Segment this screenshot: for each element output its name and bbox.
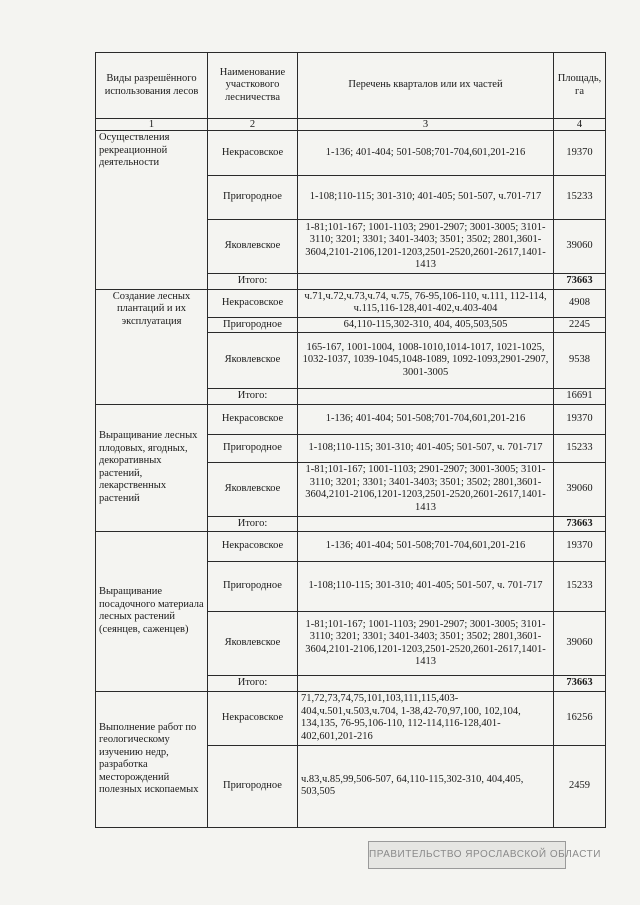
area-cell: 39060: [554, 612, 606, 676]
column-number: 2: [208, 119, 298, 131]
quarters-cell: 1-81;101-167; 1001-1103; 2901-2907; 3001-3005; 3101-3110; 3201; 3301; 3401-3403; 3501; 3502; 2801,3601-3604,2101-2106,1201-1203,2501-2520,2601-2617,1401-1413: [298, 220, 554, 274]
quarters-cell: 71,72,73,74,75,101,103,111,115,403-404,ч.501,ч.503,ч.704, 1-38,42-70,97,100, 102,104, 134,135, 76-95,106-110, 112-114,116-128,401-402,601,201-216: [298, 691, 554, 745]
quarters-cell: 1-136; 401-404; 501-508;701-704,601,201-216: [298, 532, 554, 562]
quarters-cell: 64,110-115,302-310, 404, 405,503,505: [298, 317, 554, 333]
area-cell: 39060: [554, 462, 606, 516]
official-stamp: ПРАВИТЕЛЬСТВО ЯРОСЛАВСКОЙ ОБЛАСТИ: [368, 841, 566, 869]
quarters-cell: ч.71,ч.72,ч.73,ч.74, ч.75, 76-95,106-110, ч.111, 112-114, ч.115,116-128,401-402,ч.403-404: [298, 289, 554, 317]
use-kind-cell: Выполнение работ по геологическому изучению недр, разработка месторождений полезных ископаемых: [96, 691, 208, 827]
column-number: 1: [96, 119, 208, 131]
total-area-cell: 16691: [554, 389, 606, 405]
forestry-cell: Пригородное: [208, 317, 298, 333]
forestry-cell: Пригородное: [208, 176, 298, 220]
area-cell: 39060: [554, 220, 606, 274]
total-label: Итого:: [208, 676, 298, 692]
area-cell: 9538: [554, 333, 606, 389]
header-area: Площадь, га: [554, 53, 606, 119]
total-label: Итого:: [208, 389, 298, 405]
quarters-cell: 1-108;110-115; 301-310; 401-405; 501-507, ч. 701-717: [298, 434, 554, 462]
header-forestry: Наименование участкового лесничества: [208, 53, 298, 119]
forestry-cell: Яковлевское: [208, 333, 298, 389]
use-kind-cell: Осуществления рекреационной деятельности: [96, 131, 208, 290]
area-cell: 16256: [554, 691, 606, 745]
total-label: Итого:: [208, 274, 298, 290]
forestry-cell: Некрасовское: [208, 131, 298, 176]
forestry-cell: Некрасовское: [208, 404, 298, 434]
total-area-cell: 73663: [554, 676, 606, 692]
forestry-cell: Некрасовское: [208, 289, 298, 317]
area-cell: 19370: [554, 131, 606, 176]
column-number: 3: [298, 119, 554, 131]
quarters-cell: 1-108;110-115; 301-310; 401-405; 501-507, ч. 701-717: [298, 562, 554, 612]
area-cell: 4908: [554, 289, 606, 317]
area-cell: 15233: [554, 562, 606, 612]
header-use-kind: Виды разрешённого использования лесов: [96, 53, 208, 119]
forestry-cell: Пригородное: [208, 562, 298, 612]
empty-cell: [298, 516, 554, 532]
empty-cell: [298, 676, 554, 692]
table-row: [96, 532, 606, 562]
quarters-cell: 1-136; 401-404; 501-508;701-704,601,201-216: [298, 404, 554, 434]
forestry-cell: Некрасовское: [208, 532, 298, 562]
use-kind-cell: Создание лесных плантаций и их эксплуатация: [96, 289, 208, 404]
use-kind-cell: Выращивание посадочного материала лесных растений (сеянцев, саженцев): [96, 532, 208, 692]
table-row: [96, 131, 606, 176]
total-area-cell: 73663: [554, 274, 606, 290]
column-number: 4: [554, 119, 606, 131]
table-row: [96, 404, 606, 434]
quarters-cell: ч.83,ч.85,99,506-507, 64,110-115,302-310, 404,405, 503,505: [298, 745, 554, 827]
header-quarters: Перечень кварталов или их частей: [298, 53, 554, 119]
header-row: [96, 53, 606, 119]
area-cell: 2459: [554, 745, 606, 827]
area-cell: 15233: [554, 176, 606, 220]
total-area-cell: 73663: [554, 516, 606, 532]
forestry-cell: Яковлевское: [208, 612, 298, 676]
column-number-row: [96, 119, 606, 131]
quarters-cell: 165-167, 1001-1004, 1008-1010,1014-1017, 1021-1025, 1032-1037, 1039-1045,1048-1089, 1092-1093,2901-2907, 3001-3005: [298, 333, 554, 389]
table-row: [96, 289, 606, 317]
forestry-cell: Пригородное: [208, 745, 298, 827]
quarters-cell: 1-81;101-167; 1001-1103; 2901-2907; 3001-3005; 3101-3110; 3201; 3301; 3401-3403; 3501; 3502; 2801,3601-3604,2101-2106,1201-1203,2501-2520,2601-2617,1401-1413: [298, 462, 554, 516]
area-cell: 19370: [554, 532, 606, 562]
quarters-cell: 1-136; 401-404; 501-508;701-704,601,201-216: [298, 131, 554, 176]
empty-cell: [298, 389, 554, 405]
forestry-cell: Яковлевское: [208, 462, 298, 516]
total-label: Итого:: [208, 516, 298, 532]
area-cell: 15233: [554, 434, 606, 462]
forestry-cell: Яковлевское: [208, 220, 298, 274]
area-cell: 19370: [554, 404, 606, 434]
empty-cell: [298, 274, 554, 290]
quarters-cell: 1-81;101-167; 1001-1103; 2901-2907; 3001-3005; 3101-3110; 3201; 3301; 3401-3403; 3501; 3502; 2801,3601-3604,2101-2106,1201-1203,2501-2520,2601-2617,1401-1413: [298, 612, 554, 676]
area-cell: 2245: [554, 317, 606, 333]
forestry-cell: Некрасовское: [208, 691, 298, 745]
quarters-cell: 1-108;110-115; 301-310; 401-405; 501-507, ч.701-717: [298, 176, 554, 220]
forestry-cell: Пригородное: [208, 434, 298, 462]
use-kind-cell: Выращивание лесных плодовых, ягодных, декоративных растений, лекарственных растений: [96, 404, 208, 532]
table-row: [96, 691, 606, 745]
forest-use-table: [95, 52, 606, 828]
